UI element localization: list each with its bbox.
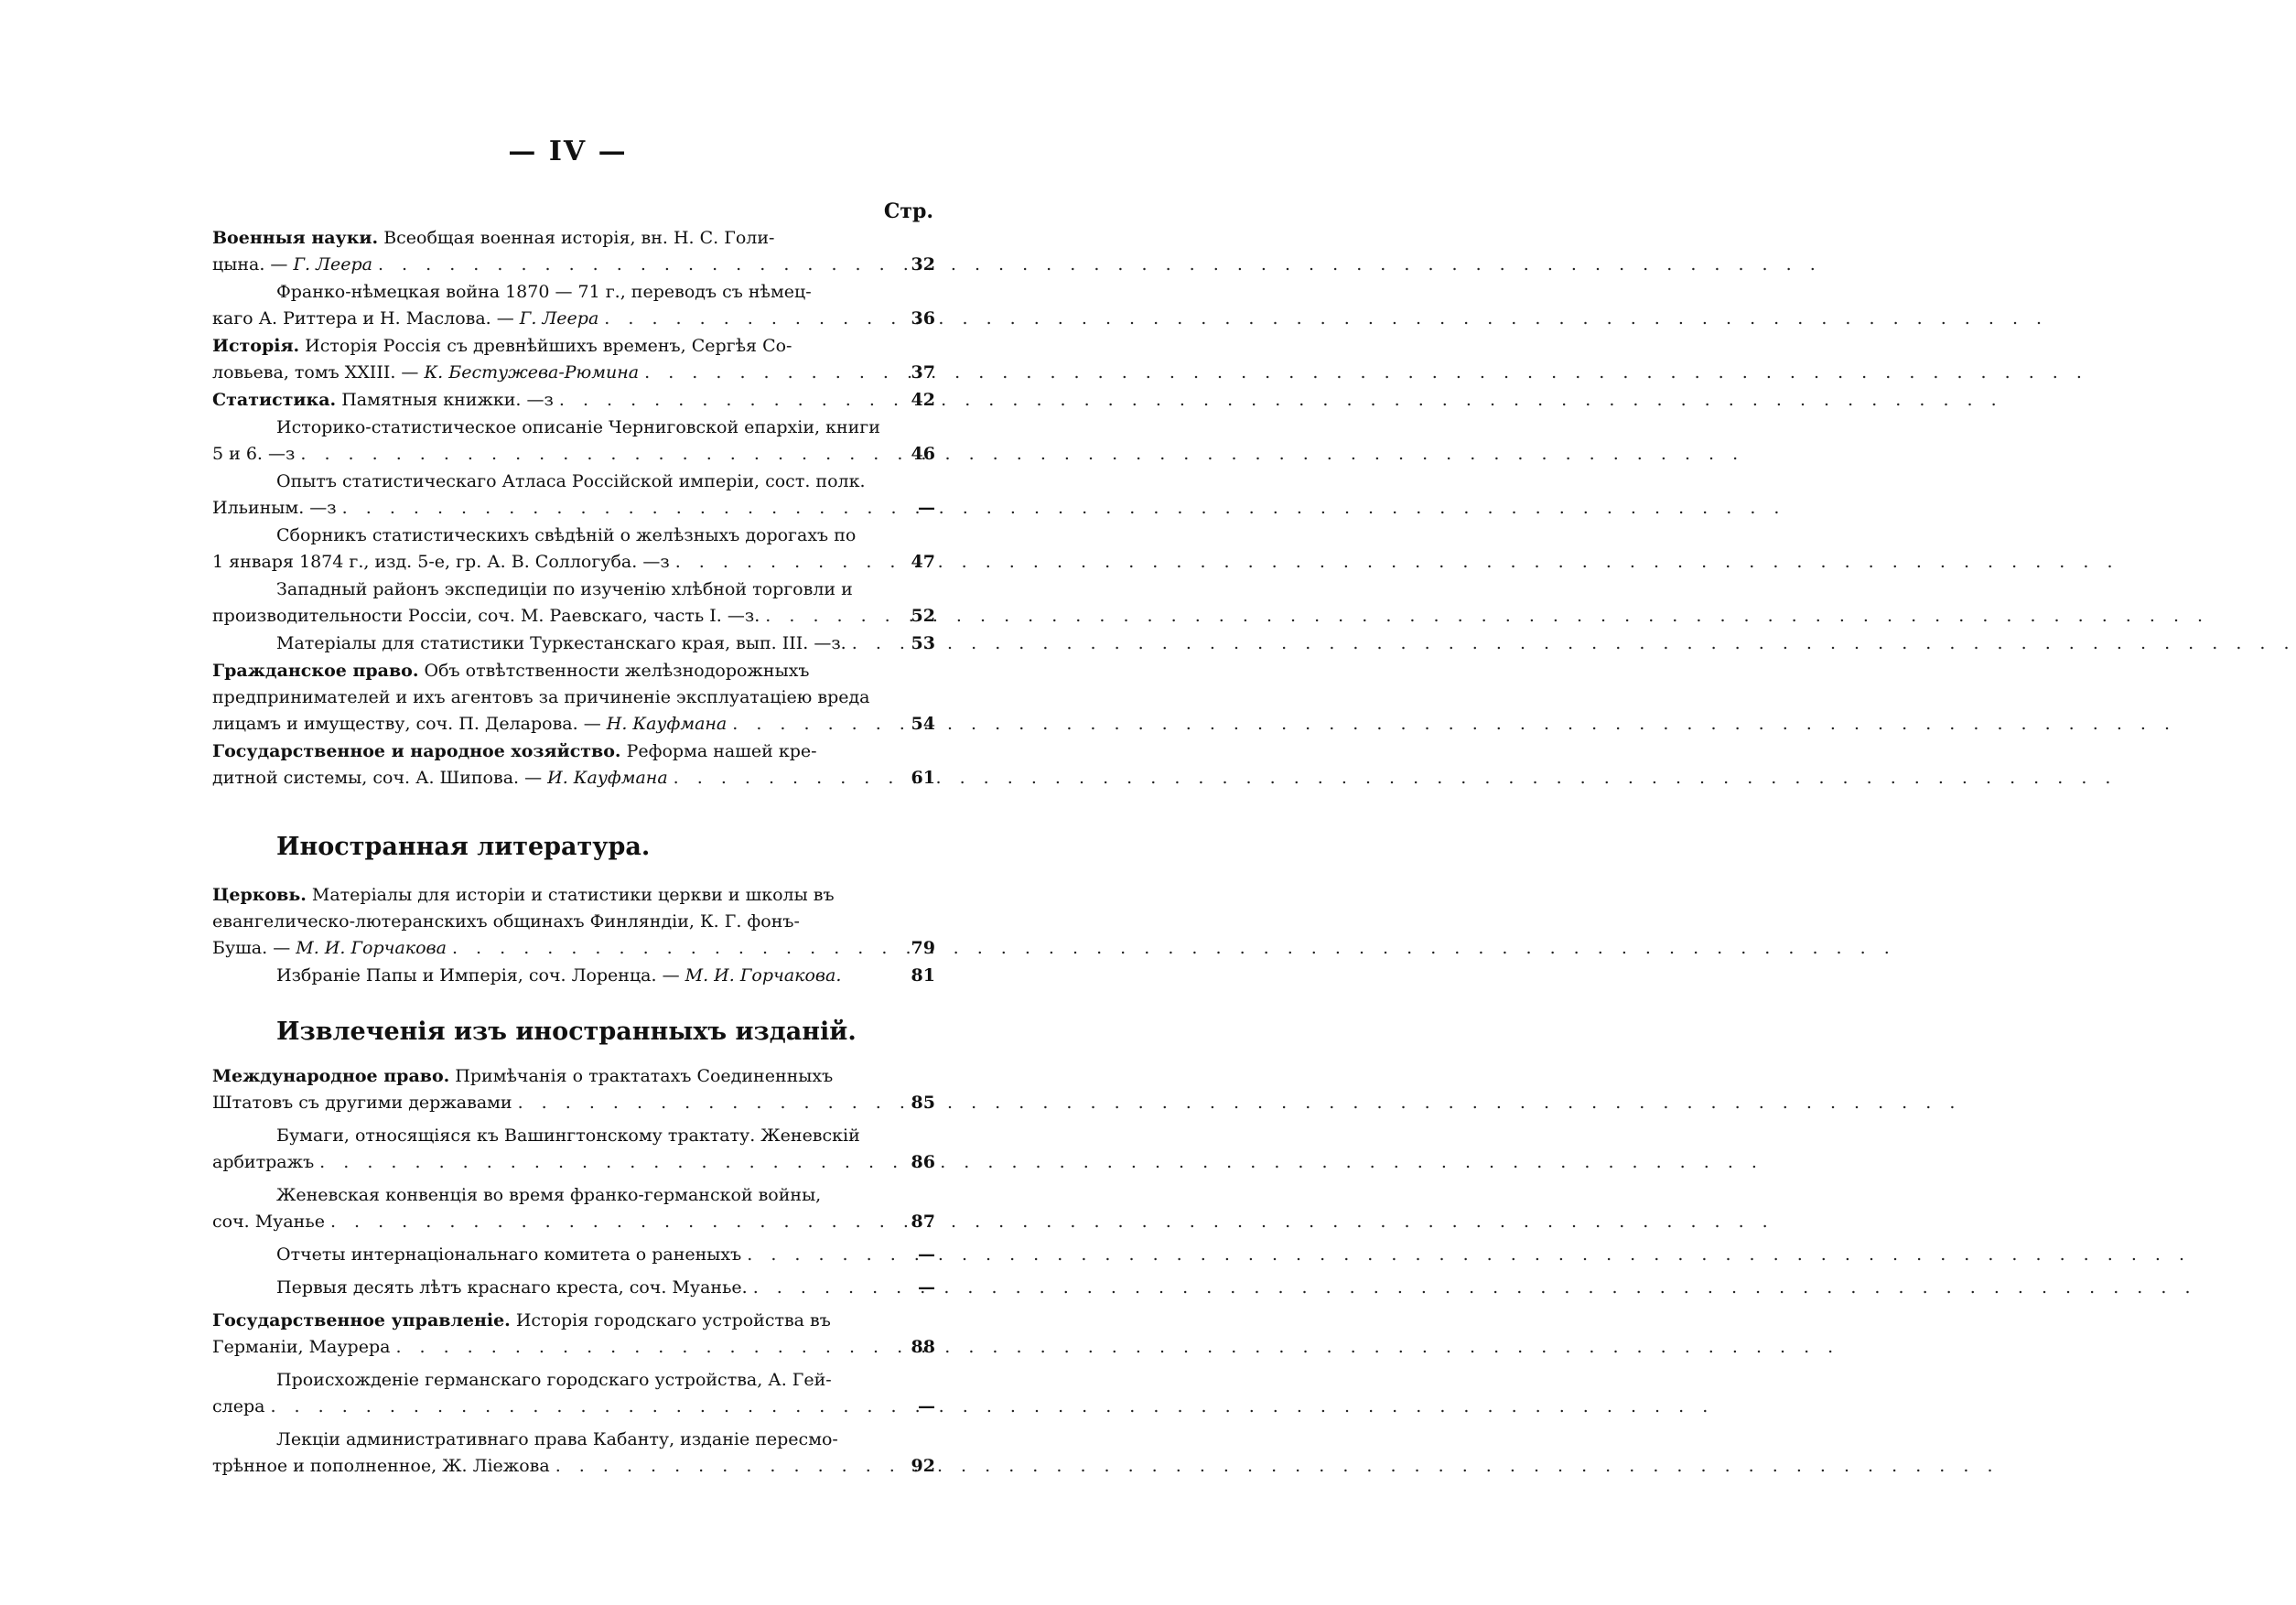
entry-text: Матеріалы для статистики Туркестанскаго края, вып. III. —з. (276, 633, 846, 653)
entry-text: цына. — (212, 254, 288, 275)
dot-leader (675, 549, 884, 576)
dot-leader (452, 935, 884, 962)
toc-line-text (212, 1308, 831, 1334)
toc-line-text (212, 441, 295, 468)
category-heading: Военныя науки. (212, 228, 379, 248)
page-ref: 36 (911, 308, 935, 329)
entry-text: Первыя десять лѣтъ краснаго креста, соч. Муанье. (276, 1277, 748, 1298)
page-ref: 85 (911, 1093, 935, 1113)
toc-line (212, 1123, 935, 1149)
toc-entry (212, 658, 935, 738)
toc-section-extracts (212, 1016, 935, 1486)
entry-text: Лекціи административнаго права Кабанту, изданіе пересмо- (276, 1429, 838, 1449)
toc-line-text (212, 495, 337, 522)
page-ref: — (918, 1244, 935, 1265)
toc-line (212, 1367, 935, 1394)
entry-text: слера (212, 1396, 265, 1416)
entry-text: 1 января 1874 г., изд. 5-е, гр. А. В. Соллогуба. —з (212, 552, 670, 572)
toc-line-text (276, 1427, 838, 1453)
toc-line (212, 882, 935, 909)
entry-text: Германіи, Маурера (212, 1337, 391, 1357)
toc-line (212, 603, 935, 630)
toc-line (212, 576, 935, 603)
toc-line-text (212, 1090, 512, 1116)
toc-line-text (276, 522, 856, 549)
entry-text: предпринимателей и ихъ агентовъ за причиненіе эксплуатаціею вреда (212, 687, 870, 707)
category-heading: Гражданское право. (212, 661, 419, 681)
entry-text: Буша. — (212, 938, 291, 958)
toc-entry (212, 1308, 935, 1361)
toc-line-text (212, 1209, 325, 1235)
toc-line (212, 415, 935, 441)
dot-leader (674, 765, 884, 792)
category-heading: Исторія. (212, 336, 300, 356)
reviewer-name: Г. Леера (519, 308, 599, 329)
entry-text: Франко-нѣмецкая война 1870 — 71 г., переводъ съ нѣмец- (276, 282, 812, 302)
section-title-extracts: Извлеченія изъ иностранныхъ изданій. (276, 1018, 857, 1046)
toc-line-text (276, 279, 812, 306)
dot-leader (644, 360, 884, 386)
page-ref: 53 (911, 633, 935, 653)
page-ref: 52 (911, 606, 935, 626)
toc-line (212, 225, 935, 252)
toc-entry (212, 1275, 935, 1301)
toc-entry (212, 1182, 935, 1235)
entry-text: Историко-статистическое описаніе Черниговской епархіи, книги (276, 417, 880, 437)
toc-line (212, 963, 935, 989)
toc-line (212, 630, 935, 657)
page-ref: 42 (911, 390, 935, 410)
page-ref: 87 (911, 1212, 935, 1232)
toc-line (212, 1427, 935, 1453)
toc-line-text (212, 387, 554, 414)
toc-entries-foreign (212, 882, 935, 989)
page-ref: 54 (911, 714, 935, 734)
toc-line (212, 738, 935, 765)
dot-leader (559, 387, 884, 414)
reviewer-name: М. И. Горчакова. (684, 965, 842, 986)
category-heading: Государственное управленіе. (212, 1310, 511, 1330)
toc-line-text (212, 909, 800, 935)
toc-line-text (276, 1123, 860, 1149)
reviewer-name: М. И. Горчакова (296, 938, 447, 958)
page-column-header: Стр. (883, 199, 933, 223)
toc-line (212, 549, 935, 576)
toc-line (212, 684, 935, 711)
entry-text: каго А. Риттера и Н. Маслова. — (212, 308, 514, 329)
page-ref: 46 (911, 444, 935, 464)
dot-leader (852, 630, 884, 657)
toc-line-text (212, 658, 810, 684)
entry-text: Бумаги, относящіяся къ Вашингтонскому трактату. Женевскій (276, 1126, 860, 1146)
toc-entry (212, 882, 935, 962)
toc-line-text (276, 1182, 821, 1209)
page-ref: 79 (911, 938, 935, 958)
page-ref: 32 (911, 254, 935, 275)
toc-entry (212, 1242, 935, 1268)
toc-line-text (276, 963, 889, 989)
reviewer-name: К. Бестужева-Рюмина (424, 362, 640, 382)
page-ref: — (918, 1277, 935, 1298)
page-ref: 47 (911, 552, 935, 572)
toc-line (212, 765, 935, 792)
toc-line (212, 909, 935, 935)
page-number: — IV — (508, 135, 628, 167)
entry-text: Объ отвѣтственности желѣзнодорожныхъ (424, 661, 810, 681)
toc-line (212, 1453, 935, 1480)
toc-line (212, 1308, 935, 1334)
toc-line (212, 1182, 935, 1209)
toc-line-text (212, 1453, 550, 1480)
toc-entry (212, 415, 935, 468)
toc-line (212, 935, 935, 962)
entry-text: Исторія Россія съ древнѣйшихъ временъ, Сергѣя Со- (305, 336, 792, 356)
toc-line-text (212, 360, 639, 386)
dot-leader (518, 1090, 884, 1116)
toc-line-text (212, 603, 760, 630)
toc-line (212, 1334, 935, 1361)
toc-line-text (212, 684, 870, 711)
entry-text: Ильиным. —з (212, 498, 337, 518)
page-ref: 37 (911, 362, 935, 382)
toc-line-text (212, 1334, 390, 1361)
category-heading: Церковь. (212, 885, 307, 905)
toc-entry (212, 1427, 935, 1480)
toc-line (212, 1394, 935, 1420)
toc-section-foreign (212, 831, 935, 990)
entry-text: дитной системы, соч. А. Шипова. — (212, 768, 543, 788)
page-ref: 81 (911, 965, 935, 986)
entry-text: трѣнное и пополненное, Ж. Ліежова (212, 1456, 550, 1476)
toc-line-text (212, 711, 727, 738)
dot-leader (270, 1394, 884, 1420)
dot-leader (378, 252, 884, 278)
toc-line-text (212, 225, 774, 252)
entry-text: арбитражъ (212, 1152, 315, 1172)
toc-entry (212, 333, 935, 386)
toc-line-text (276, 630, 846, 657)
entry-text: производительности Россіи, соч. М. Раевскаго, часть I. —з. (212, 606, 760, 626)
toc-line-text (212, 1149, 314, 1176)
dot-leader (604, 306, 884, 332)
entry-text: Происхожденіе германскаго городскаго устройства, А. Гей- (276, 1370, 832, 1390)
toc-line-text (276, 1242, 741, 1268)
section-title-foreign-literature: Иностранная литература. (276, 833, 651, 861)
toc-line (212, 1209, 935, 1235)
toc-line-text (276, 1275, 748, 1301)
dot-leader (747, 1242, 884, 1268)
toc-line-text (212, 935, 447, 962)
entry-text: Западный районъ экспедиціи по изученію хлѣбной торговли и (276, 579, 853, 599)
toc-line (212, 252, 935, 278)
entry-text: Отчеты интернаціональнаго комитета о раненыхъ (276, 1244, 742, 1265)
toc-section-domestic (212, 225, 935, 792)
entry-text: Реформа нашей кре- (626, 741, 817, 761)
entry-text: Матеріалы для исторіи и статистики церкви и школы въ (311, 885, 835, 905)
toc-line-text (212, 738, 817, 765)
page-ref: — (918, 498, 935, 518)
toc-line (212, 333, 935, 360)
toc-line-text (276, 1367, 832, 1394)
entry-text: ловьева, томъ XXIII. — (212, 362, 419, 382)
dot-leader (732, 711, 884, 738)
toc-entry (212, 738, 935, 792)
toc-line-text (212, 1394, 264, 1420)
reviewer-name: Г. Леера (293, 254, 372, 275)
dot-leader (555, 1453, 884, 1480)
toc-entry (212, 630, 935, 657)
toc-line-text (212, 765, 668, 792)
toc-entry (212, 522, 935, 576)
toc-line (212, 658, 935, 684)
reviewer-name: И. Кауфмана (547, 768, 668, 788)
toc-line-text (212, 1063, 833, 1090)
dot-leader (753, 1275, 884, 1301)
toc-line (212, 1275, 935, 1301)
toc-entry (212, 576, 935, 630)
toc-line-text (276, 576, 853, 603)
reviewer-name: Н. Кауфмана (606, 714, 728, 734)
entry-text: Штатовъ съ другими державами (212, 1093, 512, 1113)
category-heading: Государственное и народное хозяйство. (212, 741, 621, 761)
entry-text: Сборникъ статистическихъ свѣдѣній о желѣзныхъ дорогахъ по (276, 525, 857, 545)
category-heading: Статистика. (212, 390, 337, 410)
toc-entries-extracts (212, 1063, 935, 1480)
page-ref: 88 (911, 1337, 935, 1357)
toc-entry (212, 387, 935, 414)
toc-line (212, 522, 935, 549)
toc-line-text (276, 469, 866, 495)
toc-line-text (212, 882, 835, 909)
toc-entry (212, 279, 935, 332)
toc-line (212, 711, 935, 738)
toc-line (212, 495, 935, 522)
toc-line-text (276, 415, 880, 441)
entry-text: соч. Муанье (212, 1212, 325, 1232)
dot-leader (300, 441, 884, 468)
entry-text: Опытъ статистическаго Атласа Россійской имперіи, сост. полк. (276, 471, 866, 491)
toc-line (212, 360, 935, 386)
entry-text: Примѣчанія о трактатахъ Соединенныхъ (455, 1066, 834, 1086)
page-ref: — (918, 1396, 935, 1416)
dot-leader (342, 495, 884, 522)
page-ref: 61 (911, 768, 935, 788)
toc-line-text (212, 549, 670, 576)
toc-entry (212, 1063, 935, 1116)
toc-line-text (212, 252, 372, 278)
toc-entry (212, 1123, 935, 1176)
page-ref: 86 (911, 1152, 935, 1172)
toc-line (212, 279, 935, 306)
toc-line (212, 387, 935, 414)
dot-leader (319, 1149, 884, 1176)
dot-leader (765, 603, 884, 630)
toc-line (212, 1063, 935, 1090)
toc-line-text (212, 306, 598, 332)
dot-leader (330, 1209, 884, 1235)
toc-entry (212, 225, 935, 278)
entry-text: лицамъ и имуществу, соч. П. Деларова. — (212, 714, 601, 734)
toc-line-text (212, 333, 792, 360)
entry-text: Всеобщая военная исторія, вн. Н. С. Голи- (383, 228, 775, 248)
entry-text: Памятныя книжки. —з (341, 390, 554, 410)
entry-text: 5 и 6. —з (212, 444, 296, 464)
category-heading: Международное право. (212, 1066, 450, 1086)
document-page (0, 0, 1136, 1605)
entry-text: Женевская конвенція во время франко-германской войны, (276, 1185, 822, 1205)
toc-line (212, 306, 935, 332)
toc-entry (212, 469, 935, 522)
entry-text: Исторія городскаго устройства въ (515, 1310, 831, 1330)
toc-line (212, 1242, 935, 1268)
toc-line (212, 441, 935, 468)
toc-entry (212, 1367, 935, 1420)
entry-text: евангелическо-лютеранскихъ общинахъ Финляндіи, К. Г. фонъ- (212, 911, 800, 932)
toc-line (212, 1149, 935, 1176)
page-ref: 92 (911, 1456, 935, 1476)
toc-entry (212, 963, 935, 989)
dot-leader (395, 1334, 884, 1361)
toc-line (212, 1090, 935, 1116)
entry-text: Избраніе Папы и Имперія, соч. Лоренца. — (276, 965, 680, 986)
toc-line (212, 469, 935, 495)
